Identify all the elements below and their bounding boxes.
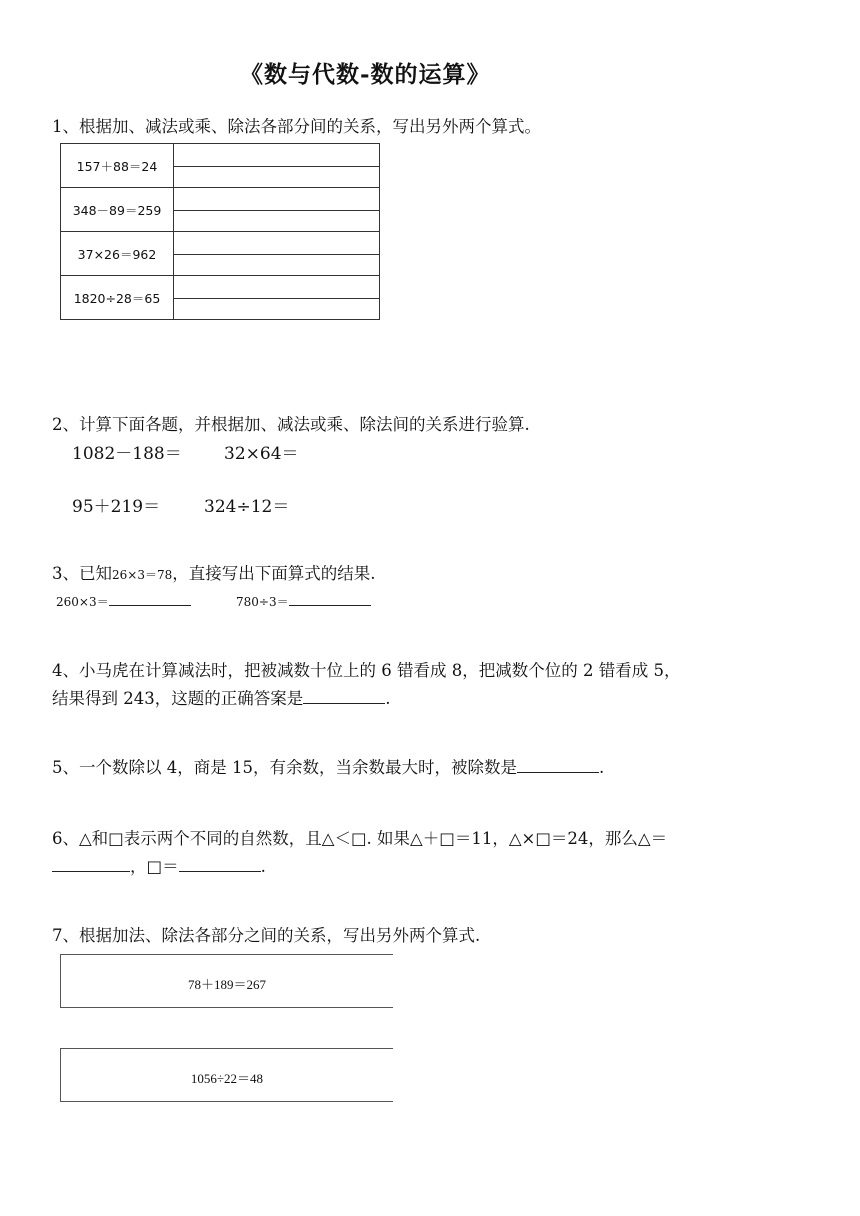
answer-cell[interactable] [174, 276, 380, 320]
punctuation: . [598, 758, 605, 777]
question-5-line [52, 757, 604, 779]
box-equation: 78＋189＝267 [187, 977, 266, 992]
answer-cell[interactable] [174, 232, 380, 276]
equation-item: 780÷3＝ [236, 595, 289, 609]
page-title: 《数与代数-数的运算》 [240, 61, 491, 88]
table-row [61, 188, 380, 232]
question-4-line-2 [52, 688, 391, 710]
answer-blank[interactable] [289, 605, 371, 606]
equation-cell: 348－89＝259 [61, 188, 174, 232]
answer-blank[interactable] [179, 871, 261, 872]
answer-cell[interactable] [174, 188, 380, 232]
equation-box [60, 954, 393, 1008]
equation-item: 324÷12＝ [204, 497, 290, 517]
question-6-mid: ，□＝ [130, 857, 179, 876]
question-4-text: 结果得到 243，这题的正确答案是 [52, 689, 304, 708]
table-row [61, 276, 380, 320]
given-equation: 26×3＝78 [112, 568, 173, 582]
equation-item: 1082－188＝ [72, 444, 182, 464]
question-6-line-2 [52, 856, 266, 878]
table-row [61, 232, 380, 276]
punctuation: . [385, 689, 391, 708]
question-3-suffix: ，直接写出下面算式的结果. [172, 564, 376, 583]
question-3-text [52, 563, 375, 586]
box-equation: 1056÷22＝48 [190, 1071, 264, 1086]
question-4-line-1: 4、小马虎在计算减法时，把被减数十位上的 6 错看成 8，把减数个位的 2 错看成 5， [52, 661, 681, 680]
table-row [61, 144, 380, 188]
question-2-text: 2、计算下面各题，并根据加、减法或乘、除法间的关系进行验算. [52, 415, 530, 434]
equation-box [60, 1048, 393, 1102]
q3-item-2 [236, 593, 371, 610]
answer-blank[interactable] [517, 772, 599, 773]
punctuation: . [260, 857, 266, 876]
answer-blank[interactable] [303, 703, 385, 704]
question-1-table [60, 143, 380, 320]
equation-item: 260×3＝ [56, 595, 109, 609]
equation-item: 32×64＝ [224, 444, 299, 464]
question-1-text: 1、根据加、减法或乘、除法各部分间的关系，写出另外两个算式。 [52, 117, 541, 136]
equation-cell: 157＋88＝24 [61, 144, 174, 188]
equation-cell: 37×26＝962 [61, 232, 174, 276]
question-5-text: 5、一个数除以 4，商是 15，有余数，当余数最大时，被除数是 [52, 758, 517, 777]
answer-cell[interactable] [174, 144, 380, 188]
answer-blank[interactable] [109, 605, 191, 606]
question-7-text: 7、根据加法、除法各部分之间的关系，写出另外两个算式. [52, 926, 481, 945]
question-3-prefix: 3、已知 [52, 564, 112, 583]
equation-item: 95＋219＝ [72, 497, 161, 517]
equation-cell: 1820÷28＝65 [61, 276, 174, 320]
answer-blank[interactable] [52, 871, 130, 872]
q3-item-1 [56, 593, 191, 610]
question-6-line-1: 6、△和□表示两个不同的自然数，且△＜□. 如果△＋□＝11，△×□＝24，那么△＝ [52, 829, 668, 848]
